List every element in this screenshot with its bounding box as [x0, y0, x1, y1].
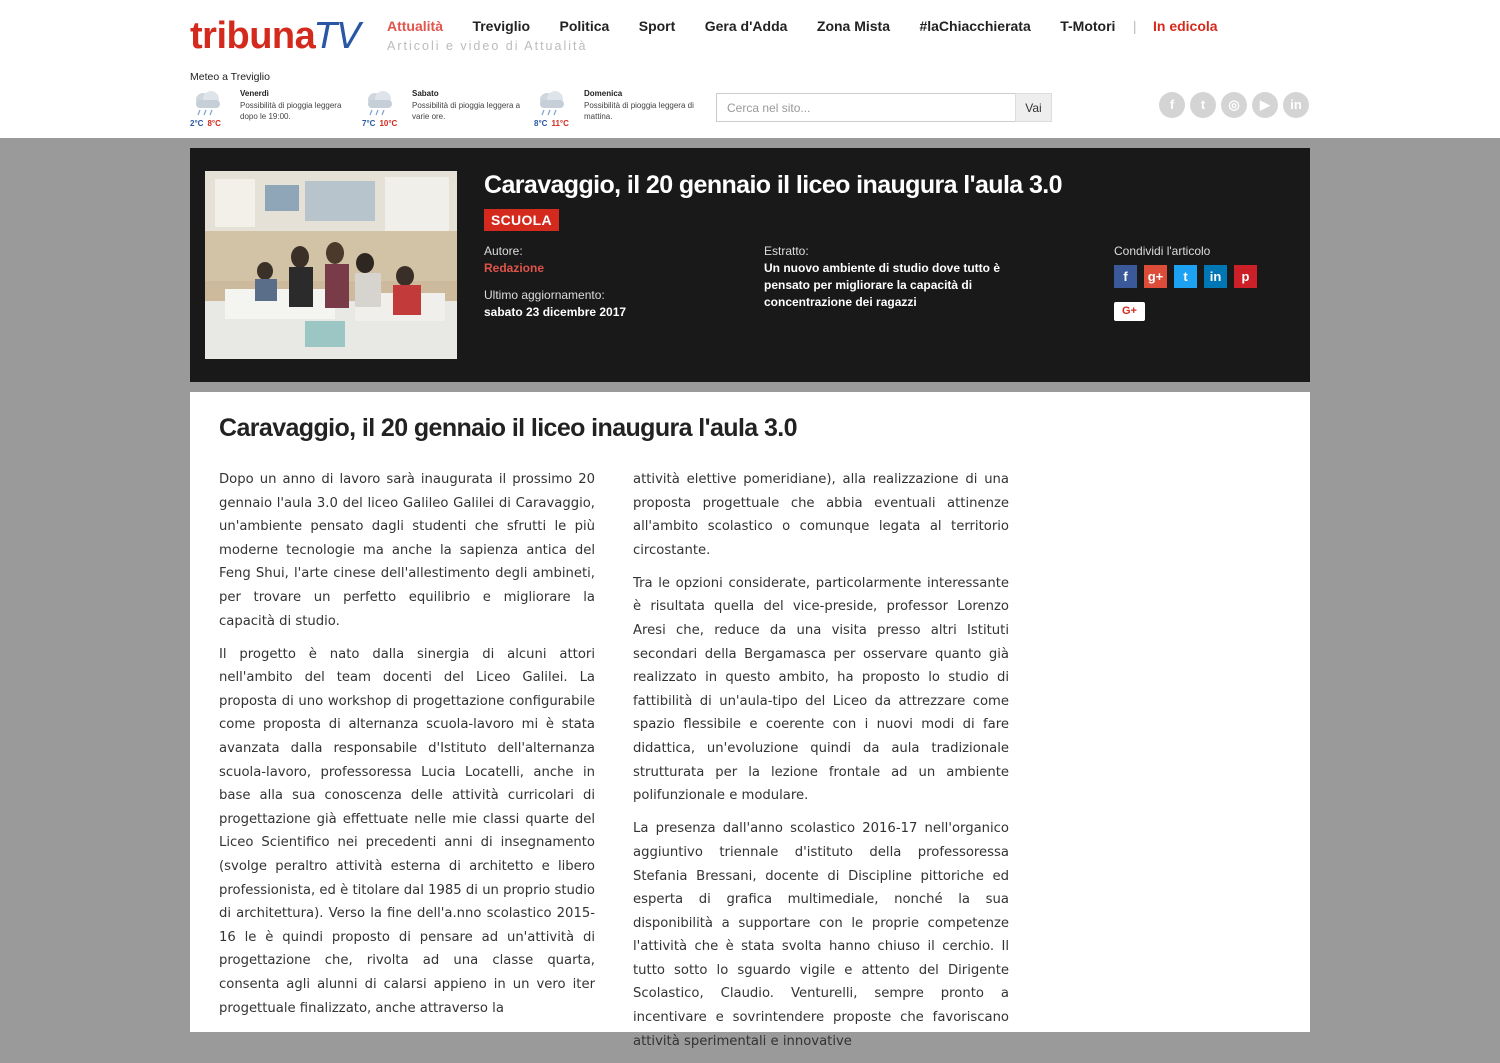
share-twitter-icon[interactable]: t — [1174, 265, 1197, 288]
temp-min: 8°C — [534, 119, 548, 128]
main-nav — [387, 18, 1243, 40]
share-pinterest-icon[interactable]: p — [1234, 265, 1257, 288]
article-paragraph: La presenza dall'anno scolastico 2016-17 nell'organico aggiuntivo triennale d'istituto della professoressa Stefania Bressani, docente di Discipline pittoriche ed esperta di grafica multimediale, nonché la sua disponibilità a supportare con le proprie competenze l'attività che è stata svolta hanno chiuso il cerchio. Il tutto sotto lo sguardo vigile e attento del Dirigente Scolastico, Claudio. Venturelli, sempre pronto a incentivare e sovrintendere proposte che favoriscano attività sperimentali e innovative — [633, 821, 1009, 1049]
googleplus-button[interactable]: G+ — [1114, 302, 1145, 321]
author-link[interactable]: Redazione — [484, 261, 545, 275]
temp-min: 2°C — [190, 119, 204, 128]
instagram-icon[interactable]: ◎ — [1221, 92, 1247, 118]
search-input[interactable] — [716, 93, 1016, 122]
author-label: Autore: — [484, 244, 523, 258]
meteo-day-name: Sabato — [412, 89, 439, 98]
article-column-left — [219, 468, 595, 1030]
hero-title: Caravaggio, il 20 gennaio il liceo inaugura l'aula 3.0 — [484, 171, 1062, 199]
search-button[interactable]: Vai — [1015, 93, 1052, 122]
temp-max: 11°C — [551, 119, 569, 128]
meteo-desc: Possibilità di pioggia leggera di mattina. — [584, 101, 694, 121]
social-links — [1159, 92, 1314, 118]
temp-max: 10°C — [379, 119, 398, 128]
classroom-photo — [205, 171, 457, 359]
rain-cloud-icon — [190, 89, 224, 117]
site-search — [716, 93, 1052, 122]
excerpt-label: Estratto: — [764, 244, 809, 258]
nav-item-politica[interactable]: Politica — [559, 18, 610, 34]
meteo-desc: Possibilità di pioggia leggera a varie ore. — [412, 101, 521, 121]
updated-date: sabato 23 dicembre 2017 — [484, 305, 627, 319]
nav-separator: | — [1132, 18, 1137, 34]
twitter-icon[interactable]: t — [1190, 92, 1216, 118]
meteo-day-name: Venerdì — [240, 89, 269, 98]
share-facebook-icon[interactable]: f — [1114, 265, 1137, 288]
nav-item-zona-mista[interactable]: Zona Mista — [816, 18, 891, 34]
article-image — [205, 171, 457, 359]
article-paragraph: attività elettive pomeridiane), alla realizzazione di una proposta progettuale che abbia eventuali attinenze all'ambito scolastico o comunque legata al territorio circostante. — [633, 472, 1009, 558]
article-paragraph: Il progetto è nato dalla sinergia di alcuni attori nell'ambito del team docenti del Liceo Galilei. La proposta di uno workshop di progettazione configurabile come proposta di alternanza scuola-lavoro mi è stata avanzata dalla responsabile d'Istituto dell'alternanza scuola-lavoro, professoressa Lucia Locatelli, anche in base alla sua conoscenza delle attività curricolari di progettazione già effettuate nelle mie classi quarte del Liceo Scientifico nei precedenti anni di insegnamento (svolge peraltro attività esterna di architetto e libero professionista, ed è titolare dal 1985 di un proprio studio di architettura). Verso la fine dell'a.nno scolastico 2015-16 le è quindi proposto di pensare ad un'attività di progettazione che, rivolta ad una classe quarta, consenta agli alunni di calarsi appieno in un vero iter progettuale finalizzato, anche attraverso la — [219, 646, 595, 1016]
meteo-desc: Possibilità di pioggia leggera dopo le 19:00. — [240, 101, 342, 121]
nav-item-lachiacchierata[interactable]: #laChiacchierata — [919, 18, 1031, 34]
article-paragraph: Tra le opzioni considerate, particolarmente interessante è risultata quella del vice-preside, professor Lorenzo Aresi che, reduce da una visita presso altri Istituti secondari della Bergamasca per osservare quanto già realizzato in questo ambito, ha proposto lo studio di fattibilità di un'aula-tipo del Liceo da attrezzare come spazio flessibile e coerente con i nuovi modi di fare didattica, un'evoluzione quindi da aula tradizionale strutturata per la lezione frontale ad un ambiente polifunzionale e modulare. — [633, 575, 1009, 804]
share-buttons — [1114, 265, 1264, 288]
nav-item-gera-dadda[interactable]: Gera d'Adda — [704, 18, 788, 34]
site-logo[interactable] — [190, 14, 361, 59]
share-label: Condividi l'articolo — [1114, 244, 1211, 258]
rain-cloud-icon — [534, 89, 568, 117]
logo-text-tribuna: tribuna — [190, 15, 316, 57]
logo-text-tv: TV — [315, 16, 361, 57]
updated-label: Ultimo aggiornamento: — [484, 288, 605, 302]
site-header — [0, 0, 1500, 138]
nav-item-sport[interactable]: Sport — [638, 18, 676, 34]
meteo-day-3 — [534, 89, 704, 129]
excerpt-text: Un nuovo ambiente di studio dove tutto è pensato per migliorare la capacità di concentrazione dei ragazzi — [764, 261, 1000, 309]
nav-item-attualita[interactable]: Attualità — [387, 18, 443, 34]
meteo-day-name: Domenica — [584, 89, 623, 98]
rain-cloud-icon — [362, 89, 396, 117]
meteo-title: Meteo a Treviglio — [190, 71, 270, 83]
share-googleplus-icon[interactable]: g+ — [1144, 265, 1167, 288]
article-title: Caravaggio, il 20 gennaio il liceo inaugura l'aula 3.0 — [219, 414, 797, 442]
youtube-icon[interactable]: ▶ — [1252, 92, 1278, 118]
temp-min: 7°C — [362, 119, 376, 128]
category-badge[interactable]: SCUOLA — [484, 209, 559, 231]
meteo-day-1 — [190, 89, 360, 129]
article-paragraph: Dopo un anno di lavoro sarà inaugurata il prossimo 20 gennaio l'aula 3.0 del liceo Galileo Galilei di Caravaggio, un'ambiente pensato dagli studenti che sfrutti le più moderne tecnologie ma anche la sapienza antica del Feng Shui, l'arte cinese dell'allestimento degli ambineti, per trovare un perfetto equilibrio e migliorare la capacità di studio. — [219, 472, 595, 629]
nav-item-treviglio[interactable]: Treviglio — [472, 18, 531, 34]
article-hero — [190, 148, 1310, 382]
linkedin-icon[interactable]: in — [1283, 92, 1309, 118]
temp-max: 8°C — [207, 119, 221, 128]
nav-item-t-motori[interactable]: T-Motori — [1060, 18, 1116, 34]
nav-item-in-edicola[interactable]: In edicola — [1152, 18, 1218, 34]
facebook-icon[interactable]: f — [1159, 92, 1185, 118]
meteo-day-2 — [362, 89, 532, 129]
share-linkedin-icon[interactable]: in — [1204, 265, 1227, 288]
article-content — [190, 392, 1310, 1049]
nav-subtitle: Articoli e video di Attualità — [387, 39, 588, 53]
article-column-right — [633, 468, 1009, 1063]
